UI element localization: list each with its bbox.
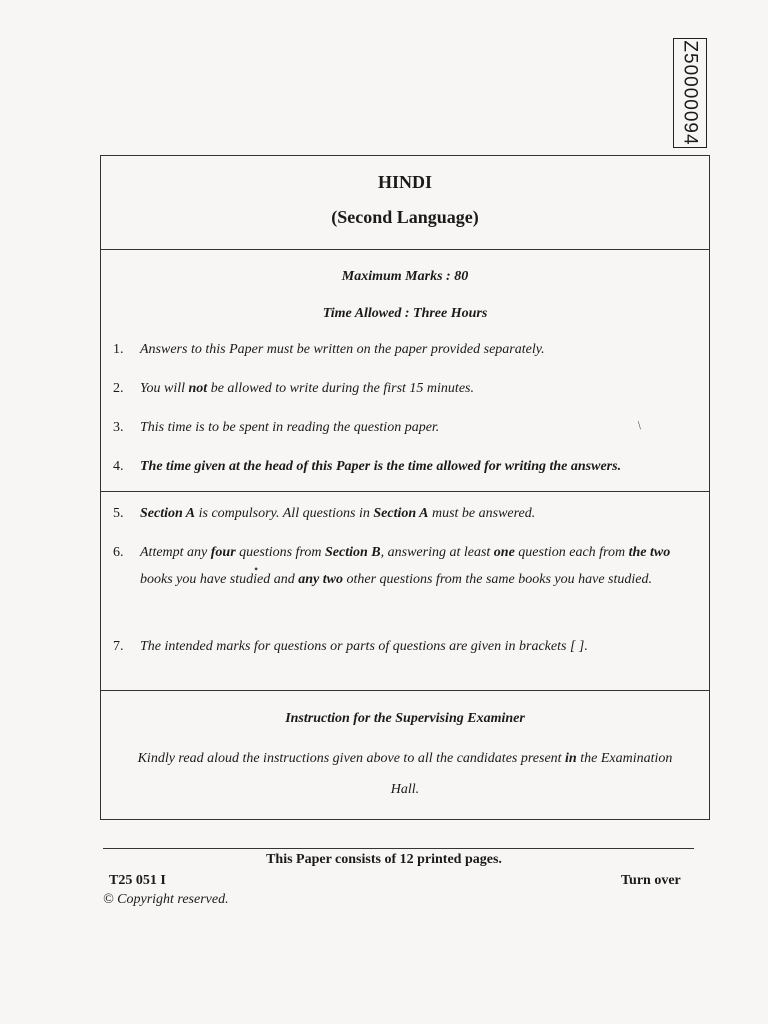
serial-number-box (673, 38, 707, 148)
instruction-item: 7. The intended marks for questions or parts of questions are given in brackets [ ]. (113, 639, 588, 654)
serial-number: Z50000094 (680, 40, 701, 146)
instruction-item: 6. Attempt any four questions from Section B, answering at least one question each from the two books you have studied and any two other questions from the same books you have studied. (113, 545, 671, 587)
subject-title: HINDI (377, 172, 432, 192)
divider (101, 249, 709, 250)
turn-over-note: Turn over (621, 873, 681, 888)
maximum-marks: Maximum Marks : 80 (341, 269, 469, 284)
divider (101, 491, 709, 492)
time-allowed: Time Allowed : Three Hours (322, 306, 488, 321)
page-count-note: This Paper consists of 12 printed pages. (266, 852, 502, 867)
pen-mark: / (634, 418, 645, 432)
instruction-item: 2. You will not be allowed to write during the first 15 minutes. (113, 381, 474, 396)
instruction-item: 3. This time is to be spent in reading the question paper. (113, 420, 440, 435)
supervisor-instruction-body: Kindly read aloud the instructions given above to all the candidates present in the Examination Hall. (137, 751, 673, 797)
supervisor-instruction-title: Instruction for the Supervising Examiner (285, 711, 525, 726)
instruction-item: 1. Answers to this Paper must be written on the paper provided separately. (113, 342, 545, 357)
pen-mark: • (254, 562, 259, 576)
divider (101, 690, 709, 691)
paper-code: T25 051 I (109, 873, 166, 888)
footer-divider (103, 848, 694, 849)
copyright-note: © Copyright reserved. (103, 892, 229, 907)
instruction-item: 4. The time given at the head of this Paper is the time allowed for writing the answers. (113, 459, 622, 474)
instructions-frame (100, 155, 710, 820)
instruction-item: 5. Section A is compulsory. All questions in Section A must be answered. (113, 506, 536, 521)
subject-subtitle: (Second Language) (331, 207, 479, 227)
